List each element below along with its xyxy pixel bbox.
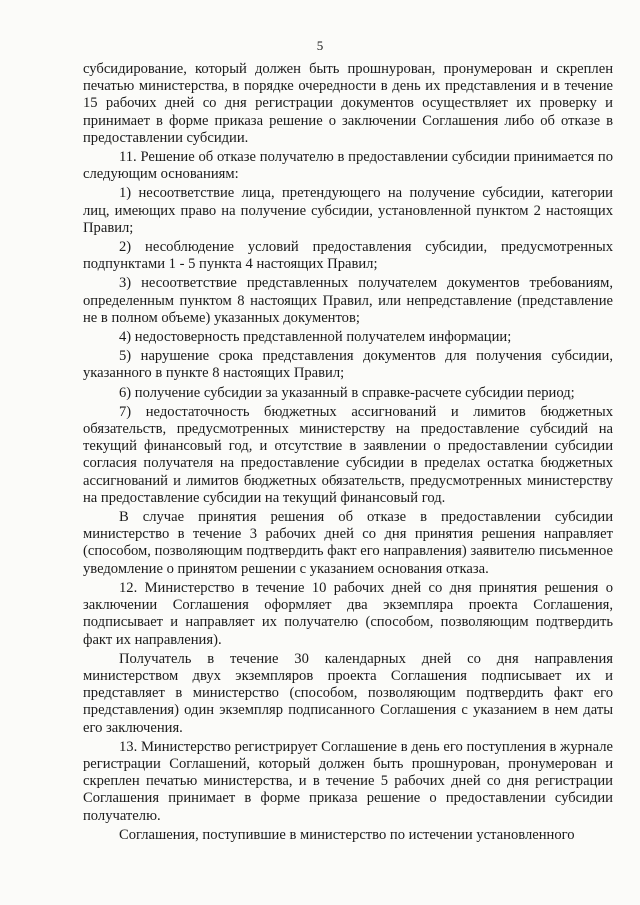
- paragraph: Соглашения, поступившие в министерство по истечении установленного: [119, 826, 575, 843]
- paragraph: 2) несоблюдение условий предоставления субсидии, предусмотренных подпунктами 1 - 5 пункта 4 настоящих Правил;: [83, 239, 613, 273]
- paragraph: субсидирование, который должен быть прошнурован, пронумерован и скреплен печатью министерства, в порядке очередности в день их представления и в течение 15 рабочих дней со дня регистрации документов осуществляет их проверку и принимает в форме приказа решение о заключении Соглашения либо об отказе в предоставлении субсидии.: [83, 61, 613, 146]
- paragraph: 5) нарушение срока представления документов для получения субсидии, указанного в пункте 8 настоящих Правил;: [83, 348, 613, 382]
- paragraph: В случае принятия решения об отказе в предоставлении субсидии министерство в течение 3 рабочих дней со дня принятия решения направляет (способом, позволяющим подтвердить факт его направления) заявителю письменное уведомление о принятом решении с указанием основания отказа.: [83, 509, 613, 577]
- paragraph: 11. Решение об отказе получателю в предоставлении субсидии принимается по следующим основаниям:: [83, 149, 613, 183]
- paragraph: Получатель в течение 30 календарных дней со дня направления министерством двух экземпляров проекта Соглашения подписывает их и представляет в министерство (способом, позволяющим подтвердить факт его представления) один экземпляр подписанного Соглашения с указанием в нем даты его заключения.: [83, 650, 613, 736]
- paragraph: 3) несоответствие представленных получателем документов требованиям, определенным пунктом 8 настоящих Правил, или непредставление (представление не в полном объеме) указанных документов;: [83, 275, 613, 326]
- page-number: 5: [316, 38, 324, 53]
- paragraph: 12. Министерство в течение 10 рабочих дней со дня принятия решения о заключении Соглашения оформляет два экземпляра проекта Соглашения, подписывает и направляет их получателю (способом, позволяющим подтвердить факт их направления).: [83, 579, 613, 648]
- paragraph: 4) недостоверность представленной получателем информации;: [119, 329, 512, 346]
- document-body: [83, 61, 613, 846]
- paragraph: 13. Министерство регистрирует Соглашение в день его поступления в журнале регистрации Соглашений, который должен быть прошнурован, пронумерован и скреплен печатью министерства, и в течение 5 рабочих дней со дня регистрации Соглашения принимает в форме приказа решение о предоставлении субсидии получателю.: [83, 738, 613, 824]
- paragraph: 7) недостаточность бюджетных ассигнований и лимитов бюджетных обязательств, предусмотренных министерству на предоставление субсидий на текущий финансовый год, и отсутствие в заявлении о предоставлении субсидии согласия получателя на предоставление субсидии в пределах остатка бюджетных ассигнований и лимитов бюджетных обязательств, предусмотренных министерству на предоставление субсидии на текущий финансовый год.: [83, 403, 613, 506]
- paragraph: 1) несоответствие лица, претендующего на получение субсидии, категории лиц, имеющих право на получение субсидии, установленной пунктом 2 настоящих Правил;: [83, 185, 613, 236]
- paragraph: 6) получение субсидии за указанный в справке-расчете субсидии период;: [119, 384, 575, 401]
